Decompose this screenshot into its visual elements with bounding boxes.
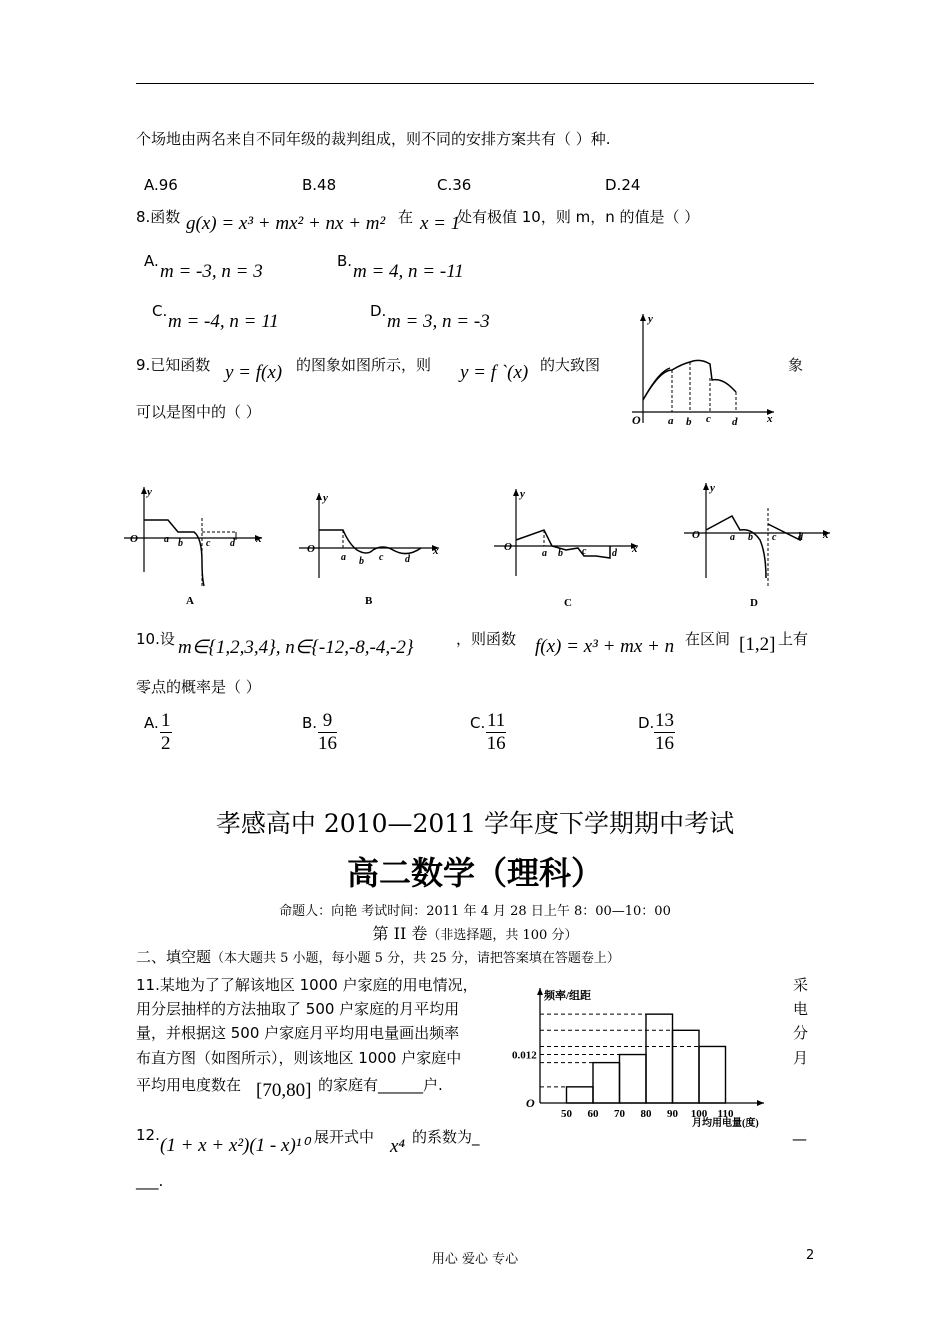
y-tick-label: 0.012: [512, 1049, 537, 1062]
q10-option-a-fraction: [160, 710, 172, 755]
q10-line2: 零点的概率是（ ）: [136, 678, 261, 696]
q8-option-c-label: C.: [152, 302, 168, 320]
q10-function: f(x) = x³ + mx + n: [535, 636, 675, 657]
q11-line-1: 11.某地为了了解该地区 1000 户家庭的用电情况，: [136, 976, 478, 994]
exam-section: 二、填空题: [136, 948, 212, 966]
svg-text:O: O: [692, 529, 700, 541]
q8-option-a: m = -3, n = 3: [160, 261, 263, 282]
svg-text:a: a: [164, 534, 169, 545]
q9-function: y = f(x): [225, 362, 283, 383]
q7-option-a: A.96: [144, 176, 178, 194]
x-axis-label: 月均用电量(度): [692, 1118, 759, 1129]
q10-option-c-fraction: [486, 710, 506, 755]
svg-text:b: b: [558, 548, 563, 559]
histogram-bar: [646, 1014, 673, 1103]
exam-volume-line: [0, 921, 950, 944]
q11-line-2: 用分层抽样的方法抽取了 500 户家庭的月平均用: [136, 1000, 460, 1018]
q10-option-b-fraction: [318, 710, 337, 755]
q8-option-d-label: D.: [370, 302, 387, 320]
histogram-bar: [567, 1087, 594, 1103]
q12-tail: 的系数为_: [412, 1128, 480, 1146]
svg-text:b: b: [178, 538, 183, 549]
q11-line-5-pre: 平均用电度数在: [136, 1076, 242, 1094]
q10-number: 10.设: [136, 630, 175, 648]
exam-volume-note: （非选择题，共 100 分）: [427, 928, 578, 943]
svg-text:y: y: [520, 488, 525, 500]
x-axis-arrow: [757, 1100, 764, 1106]
q12-term: x⁴: [390, 1136, 406, 1157]
exam-section-note: （本大题共 5 小题，每小题 5 分，共 25 分，请把答案填在答题卷上）: [211, 951, 620, 966]
q12-number: 12.: [136, 1126, 160, 1144]
svg-text:O: O: [307, 543, 315, 555]
svg-text:O: O: [504, 541, 512, 553]
q10-option-c-numerator: 11: [487, 710, 506, 731]
q11-line-5-post: 的家庭有______户.: [318, 1076, 443, 1094]
exam-subject-title: 高二数学（理科）: [346, 854, 603, 892]
exam-volume: 第 II 卷: [372, 924, 428, 943]
q10-option-d-fraction: [654, 710, 675, 755]
svg-text:d: d: [732, 416, 738, 428]
histogram-bar: [593, 1063, 620, 1103]
q10-option-a-label: A.: [144, 714, 159, 732]
q11-line-4: 布直方图（如图所示），则该地区 1000 户家庭中: [136, 1049, 462, 1067]
q10-mid2: 在区间: [685, 630, 731, 648]
q9-option-b-graph: [297, 488, 447, 608]
header-rule: [136, 83, 814, 84]
q8-at: 在: [398, 208, 414, 226]
q8-option-a-label: A.: [144, 252, 159, 270]
y-axis-label: 频率/组距: [544, 990, 592, 1002]
svg-text:a: a: [668, 415, 674, 427]
svg-text:c: c: [206, 538, 211, 549]
svg-text:b: b: [359, 556, 364, 567]
exam-info: 命题人：向艳 考试时间：2011 年 4 月 28 日上午 8：00—10：00: [279, 904, 671, 919]
svg-text:a: a: [730, 532, 735, 543]
histogram-bar: [620, 1055, 647, 1103]
q9-option-c-label: C: [564, 597, 572, 608]
exam-school-title: 孝感高中 2010—2011 学年度下学期期中考试: [215, 809, 735, 838]
x-tick-label: 100: [690, 1108, 708, 1120]
q10-mid: ，则函数: [456, 630, 517, 648]
svg-text:x: x: [256, 533, 262, 545]
q8-tail: 处有极值 10，则 m，n 的值是（ ）: [457, 208, 700, 226]
q11-right-char-1: 采: [793, 976, 809, 994]
q8-function: g(x) = x³ + mx² + nx + m²: [186, 213, 386, 234]
y-axis-arrow: [537, 988, 543, 995]
q11-right-char-3: 分: [793, 1024, 809, 1042]
svg-text:x: x: [823, 529, 829, 541]
q9-tail: 的大致图: [540, 356, 601, 374]
svg-text:O: O: [632, 413, 641, 427]
q9-option-a-label: A: [186, 595, 194, 607]
q11-line-3: 量，并根据这 500 户家庭月平均用电量画出频率: [136, 1024, 460, 1042]
q7-option-d: D.24: [605, 176, 641, 194]
svg-text:d: d: [230, 538, 235, 549]
svg-text:x: x: [632, 543, 638, 555]
q12-blank-end: —: [792, 1130, 807, 1148]
svg-text:y: y: [710, 482, 715, 494]
origin-label: O: [526, 1096, 535, 1110]
svg-text:c: c: [772, 532, 777, 543]
q9-tail-char: 象: [788, 356, 804, 374]
q9-option-a-graph: [122, 482, 272, 607]
q11-interval: [70,80]: [256, 1080, 312, 1101]
q12-continuation: ___.: [136, 1172, 164, 1190]
svg-text:O: O: [130, 533, 138, 545]
q9-function-graph: [622, 308, 780, 430]
q8-option-b-label: B.: [337, 252, 353, 270]
x-tick-label: 70: [614, 1108, 625, 1120]
q12-expression: (1 + x + x²)(1 - x)¹⁰: [160, 1135, 310, 1156]
q10-option-b-label: B.: [302, 714, 318, 732]
svg-text:c: c: [706, 413, 711, 425]
svg-text:x: x: [767, 413, 773, 425]
q10-option-a-numerator: 1: [161, 710, 171, 731]
q9-line2: 可以是图中的（ ）: [136, 403, 261, 421]
svg-text:c: c: [379, 552, 384, 563]
svg-text:y: y: [323, 492, 328, 504]
q9-number: 9.已知函数: [136, 356, 211, 374]
x-tick-label: 80: [640, 1108, 652, 1120]
electricity-histogram: [502, 980, 794, 1130]
q9-mid: 的图象如图所示，则: [296, 356, 432, 374]
q11-right-char-4: 月: [793, 1049, 809, 1067]
exam-section-line: [136, 946, 620, 967]
q7-option-c: C.36: [437, 176, 472, 194]
svg-text:y: y: [147, 486, 152, 498]
q10-option-b-denominator: 16: [318, 733, 337, 754]
x-tick-label: 60: [587, 1108, 599, 1120]
q7-option-b: B.48: [302, 176, 337, 194]
q10-interval: [1,2]: [739, 634, 776, 655]
q7-stem: 个场地由两名来自不同年级的裁判组成，则不同的安排方案共有（ ）种.: [136, 130, 611, 148]
footer-motto: 用心 爱心 专心: [431, 1252, 519, 1267]
q9-option-b-label: B: [365, 595, 373, 607]
q10-option-d-denominator: 16: [655, 733, 674, 754]
x-tick-label: 90: [667, 1108, 678, 1120]
q9-option-d-graph: [682, 478, 832, 608]
q11-right-char-2: 电: [793, 1000, 809, 1018]
svg-text:b: b: [686, 416, 692, 428]
q9-option-d-label: D: [750, 597, 758, 608]
q10-option-d-numerator: 13: [655, 710, 674, 731]
svg-text:d: d: [612, 548, 617, 559]
q10-option-c-denominator: 16: [486, 733, 506, 754]
q8-number: 8.函数: [136, 208, 181, 226]
footer-page-number: 2: [806, 1248, 815, 1263]
svg-text:y: y: [648, 313, 653, 325]
histogram-bar: [699, 1046, 726, 1103]
q10-sets: m∈{1,2,3,4}, n∈{-12,-8,-4,-2}: [178, 637, 414, 658]
q12-mid: 展开式中: [314, 1128, 375, 1146]
q8-option-c: m = -4, n = 11: [168, 311, 279, 332]
q8-option-d: m = 3, n = -3: [387, 311, 490, 332]
svg-text:c: c: [582, 546, 587, 557]
q10-option-a-denominator: 2: [161, 733, 171, 754]
q10-option-c-label: C.: [470, 714, 486, 732]
q10-tail: 上有: [778, 630, 809, 648]
x-tick-label: 50: [561, 1108, 572, 1120]
q10-option-b-numerator: 9: [318, 710, 337, 733]
svg-text:x: x: [433, 545, 439, 557]
svg-text:d: d: [798, 532, 803, 543]
q9-derivative: y = f `(x): [460, 362, 529, 383]
svg-text:b: b: [748, 532, 753, 543]
histogram-bar: [673, 1030, 700, 1103]
q9-option-c-graph: [492, 484, 642, 608]
q8-point: x = 1: [420, 213, 461, 234]
q8-option-b: m = 4, n = -11: [353, 261, 464, 282]
svg-text:a: a: [542, 548, 547, 559]
q10-option-d-label: D.: [638, 714, 655, 732]
svg-text:d: d: [405, 554, 410, 565]
x-tick-label: 110: [717, 1108, 734, 1120]
svg-text:a: a: [341, 552, 346, 563]
